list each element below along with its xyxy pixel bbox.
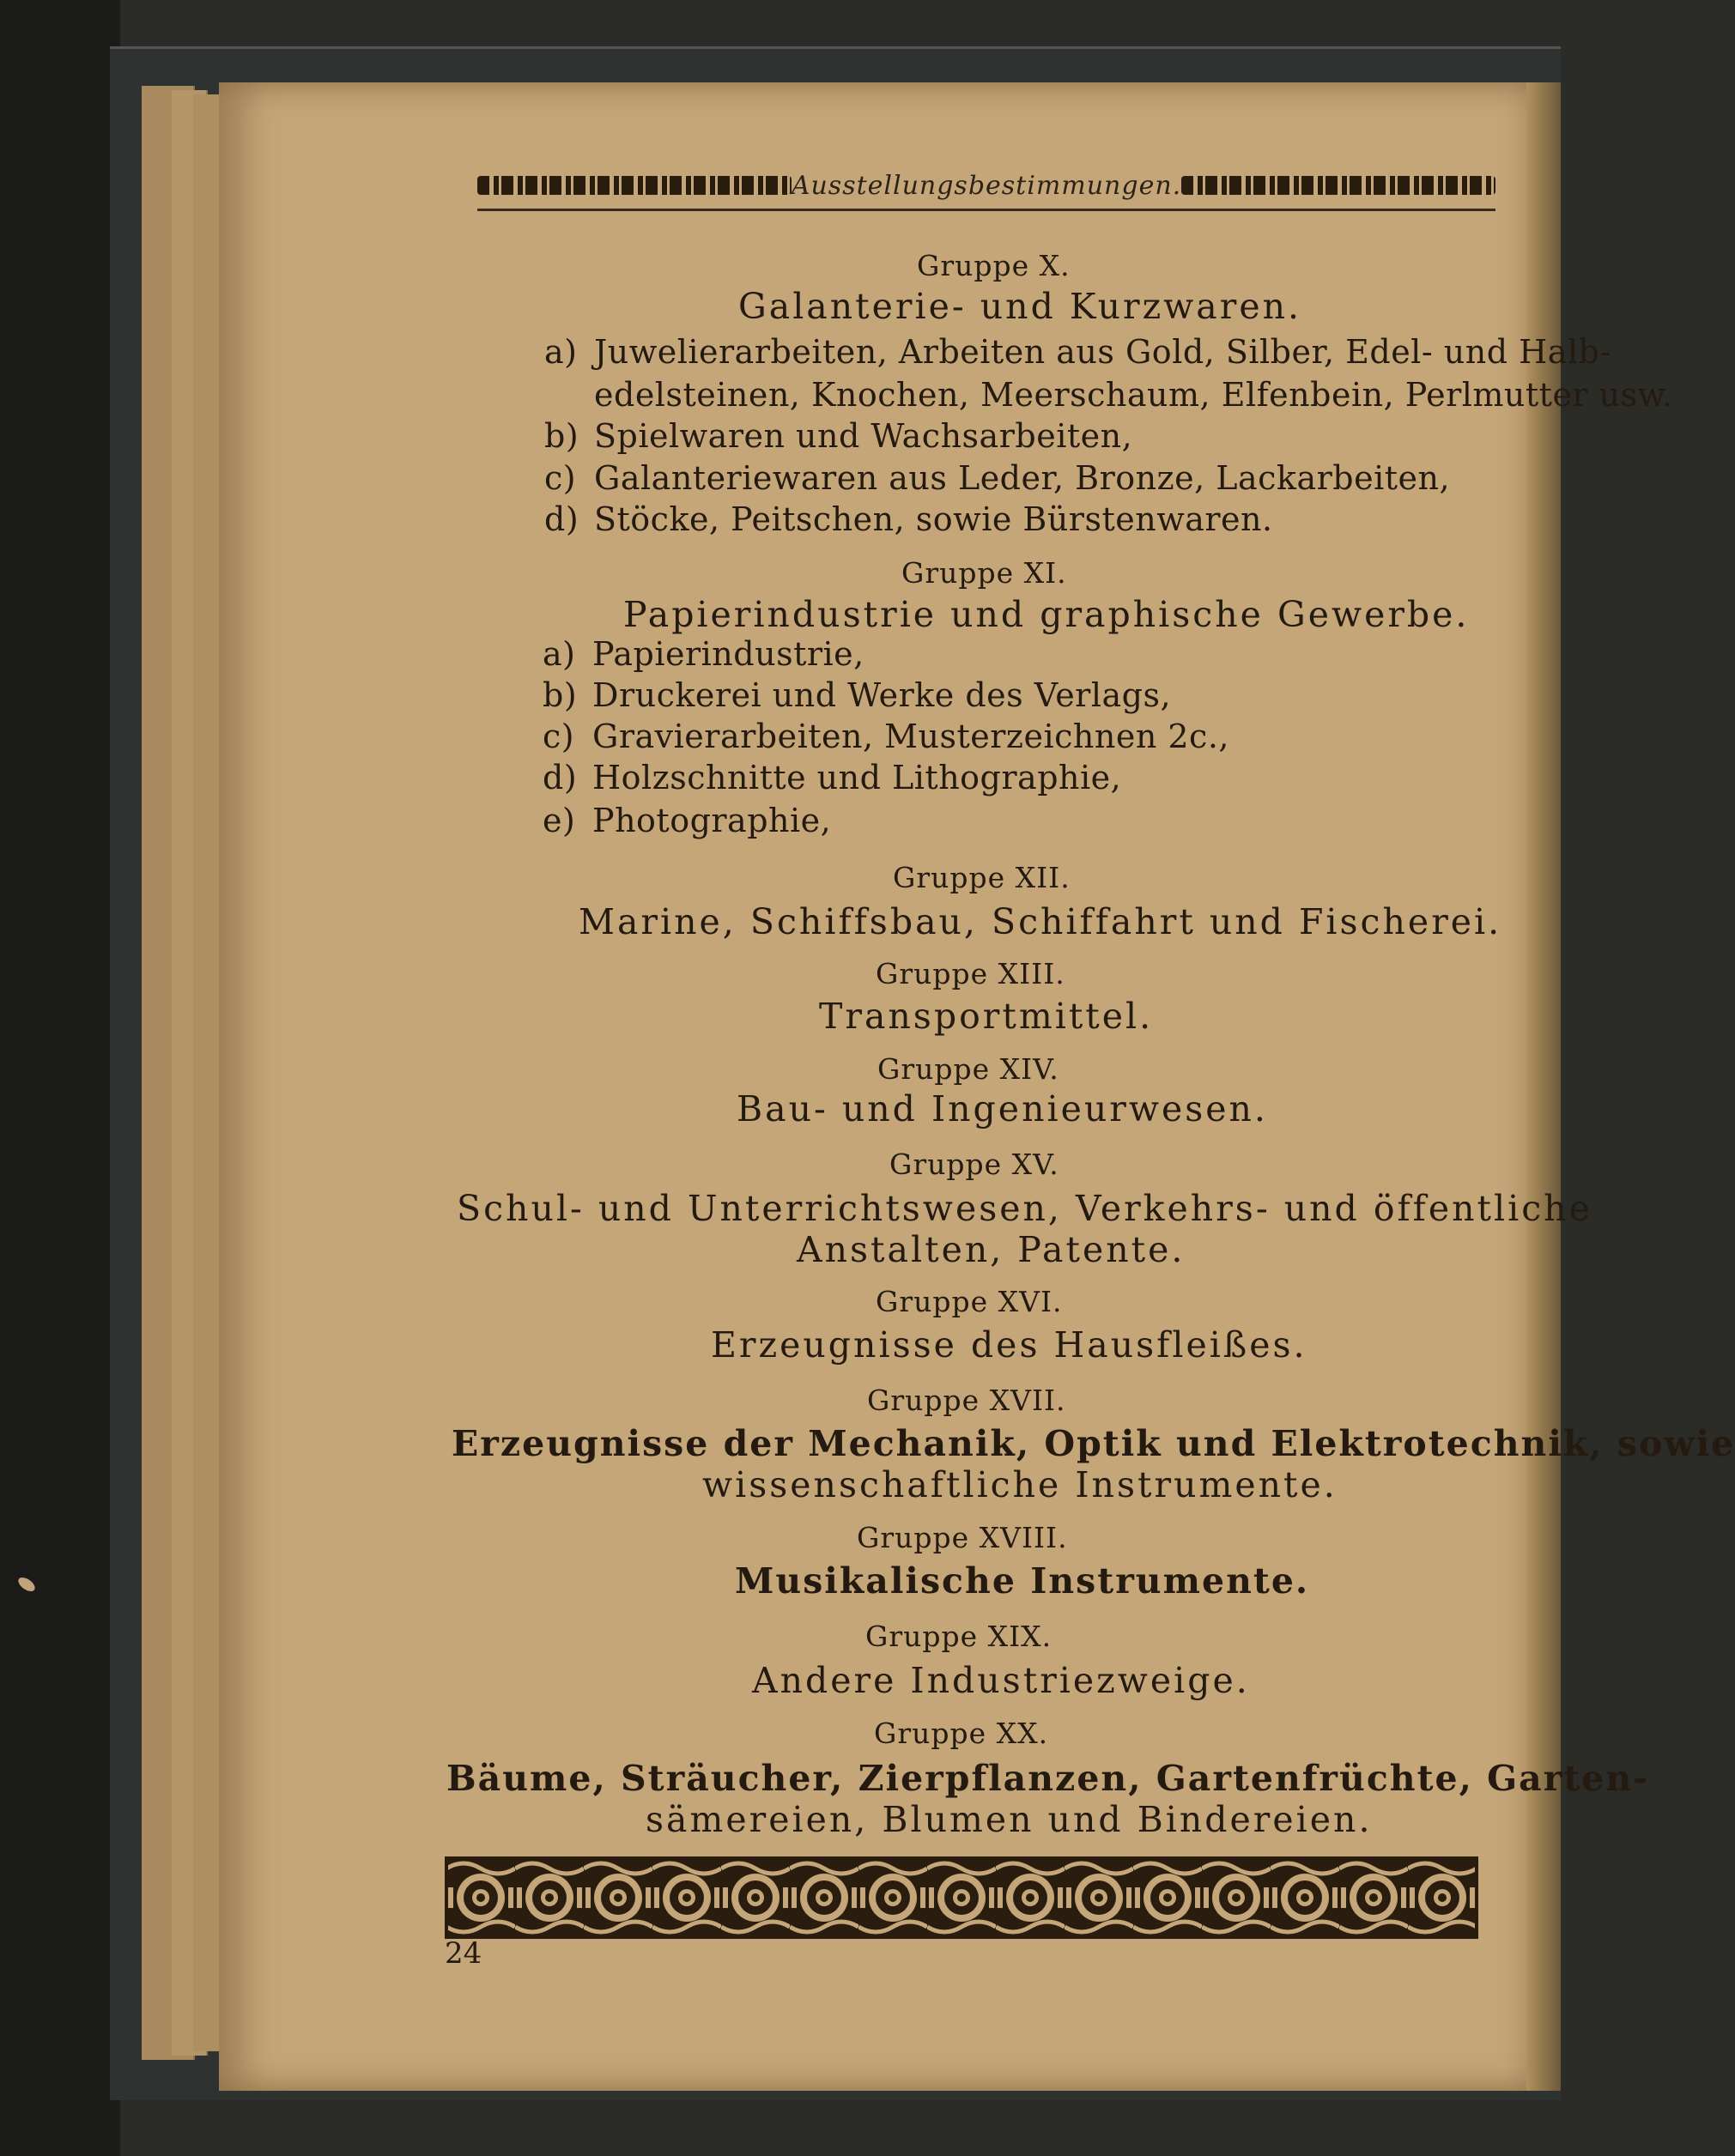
- item-marker: e): [543, 802, 576, 839]
- running-header-title: Ausstellungsbestimmungen.: [791, 170, 1182, 201]
- item-marker: c): [544, 459, 577, 497]
- item-marker: d): [543, 759, 578, 796]
- group-title: Papierindustrie und graphische Gewerbe.: [623, 594, 1470, 635]
- group-label: Gruppe XVII.: [867, 1384, 1066, 1417]
- group-label: Gruppe XX.: [874, 1717, 1049, 1750]
- group-title: Transportmittel.: [819, 996, 1154, 1037]
- list-item: [544, 333, 1611, 371]
- list-item: [543, 635, 864, 673]
- list-item: [544, 459, 1450, 497]
- group-title: Schul- und Unterrichtswesen, Verkehrs- und öffentliche: [457, 1188, 1592, 1229]
- group-label: Gruppe XVIII.: [857, 1521, 1068, 1554]
- item-text: Galanteriewaren aus Leder, Bronze, Lackarbeiten,: [594, 459, 1451, 497]
- item-marker: b): [543, 676, 578, 714]
- group-title: Erzeugnisse der Mechanik, Optik und Elektrotechnik, sowie: [452, 1423, 1735, 1464]
- item-marker: b): [544, 417, 579, 455]
- item-marker: d): [544, 500, 579, 538]
- list-item: [544, 376, 1673, 414]
- list-item: [543, 718, 1229, 755]
- footer-ornament: [446, 1858, 1477, 1937]
- running-header: [477, 168, 1495, 203]
- item-text: Druckerei und Werke des Verlags,: [592, 676, 1172, 714]
- item-text: Photographie,: [592, 802, 832, 839]
- item-marker: a): [544, 333, 578, 371]
- group-title: Anstalten, Patente.: [797, 1229, 1186, 1270]
- item-text: Stöcke, Peitschen, sowie Bürstenwaren.: [594, 500, 1273, 538]
- group-label: Gruppe X.: [917, 249, 1071, 282]
- header-rule: [477, 209, 1495, 211]
- group-title: sämereien, Blumen und Bindereien.: [646, 1799, 1373, 1840]
- group-label: Gruppe XV.: [889, 1148, 1059, 1181]
- group-label: Gruppe XIV.: [877, 1052, 1059, 1086]
- group-title: Erzeugnisse des Hausfleißes.: [711, 1324, 1307, 1366]
- list-item: [543, 802, 831, 839]
- group-title: Bau- und Ingenieurwesen.: [737, 1088, 1268, 1129]
- group-title: Bäume, Sträucher, Zierpflanzen, Gartenfrüchte, Garten-: [446, 1758, 1650, 1799]
- item-marker: a): [543, 635, 576, 673]
- list-item: [544, 417, 1132, 455]
- group-label: Gruppe XIX.: [865, 1620, 1053, 1653]
- background-left: [0, 0, 120, 2156]
- item-text: Spielwaren und Wachsarbeiten,: [594, 417, 1133, 455]
- list-item: [543, 676, 1171, 714]
- item-text: edelsteinen, Knochen, Meerschaum, Elfenbein, Perlmutter usw.: [594, 376, 1673, 414]
- item-text: Holzschnitte und Lithographie,: [592, 759, 1122, 796]
- header-ornament-right: [1181, 176, 1495, 195]
- group-title: Andere Industriezweige.: [752, 1660, 1250, 1701]
- group-label: Gruppe XII.: [893, 861, 1071, 894]
- item-text: Juwelierarbeiten, Arbeiten aus Gold, Silber, Edel- und Halb-: [594, 333, 1611, 371]
- group-label: Gruppe XI.: [901, 556, 1067, 590]
- group-title: Galanterie- und Kurzwaren.: [738, 286, 1302, 327]
- group-title: wissenschaftliche Instrumente.: [702, 1464, 1338, 1505]
- item-text: Gravierarbeiten, Musterzeichnen 2c.,: [592, 718, 1229, 755]
- header-ornament-left: [477, 176, 792, 195]
- group-label: Gruppe XVI.: [876, 1285, 1063, 1318]
- page-number: 24: [445, 1936, 482, 1971]
- group-title: Musikalische Instrumente.: [735, 1560, 1310, 1602]
- group-label: Gruppe XIII.: [876, 957, 1065, 990]
- list-item: [543, 759, 1121, 796]
- group-title: Marine, Schiffsbau, Schiffahrt und Fischerei.: [579, 901, 1502, 942]
- list-item: [544, 500, 1273, 538]
- item-marker: c): [543, 718, 575, 755]
- item-text: Papierindustrie,: [592, 635, 864, 673]
